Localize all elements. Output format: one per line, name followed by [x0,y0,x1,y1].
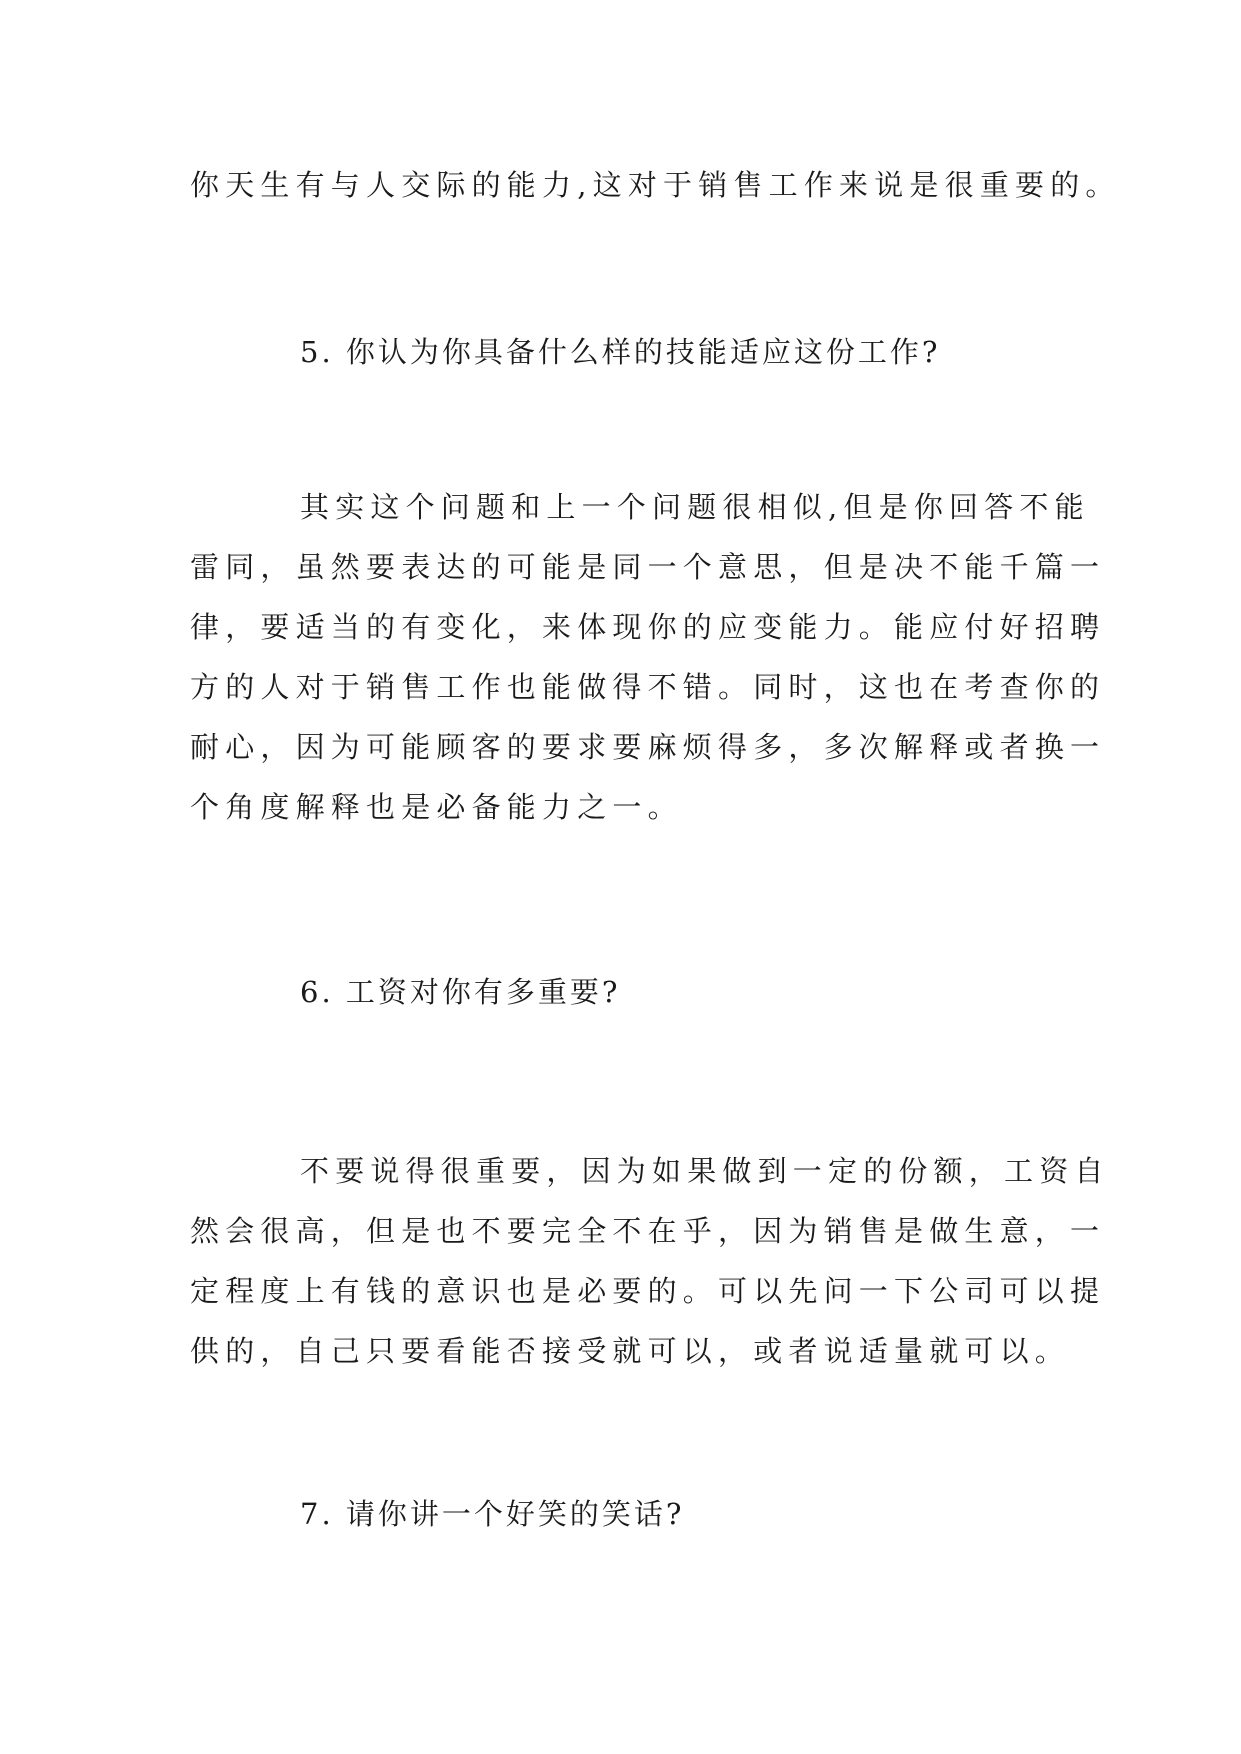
answer-6-paragraph [190,1141,1110,1381]
paragraph-line: 定程度上有钱的意识也是必要的。可以先问一下公司可以提 [190,1274,1106,1308]
paragraph-line: 不要说得很重要，因为如果做到一定的份额，工资自 [300,1154,1110,1188]
paragraph-line: 然会很高，但是也不要完全不在乎，因为销售是做生意，一 [190,1214,1106,1248]
paragraph-line: 雷同，虽然要表达的可能是同一个意思，但是决不能千篇一 [190,550,1106,584]
paragraph-line: 其实这个问题和上一个问题很相似,但是你回答不能 [300,490,1090,524]
intro-line: 你天生有与人交际的能力,这对于销售工作来说是很重要的。 [190,168,1121,202]
paragraph-line: 方的人对于销售工作也能做得不错。同时，这也在考查你的 [190,670,1106,704]
question-5-heading: 5. 你认为你具备什么样的技能适应这份工作? [300,335,941,369]
paragraph-line: 个角度解释也是必备能力之一。 [190,790,683,824]
paragraph-line: 律，要适当的有变化，来体现你的应变能力。能应付好招聘 [190,610,1106,644]
paragraph-line: 供的，自己只要看能否接受就可以，或者说适量就可以。 [190,1334,1071,1368]
question-6-heading: 6. 工资对你有多重要? [300,975,621,1009]
paragraph-line: 耐心，因为可能顾客的要求要麻烦得多，多次解释或者换一 [190,730,1106,764]
answer-5-paragraph [190,477,1106,837]
question-7-heading: 7. 请你讲一个好笑的笑话? [300,1497,685,1531]
